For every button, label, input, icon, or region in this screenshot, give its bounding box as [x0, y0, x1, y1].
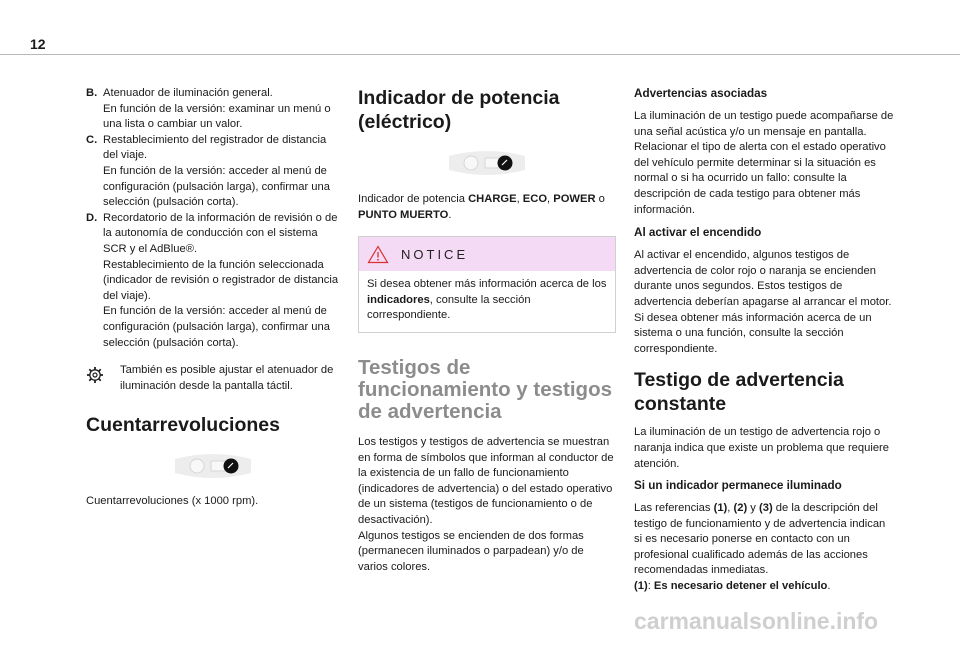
list-item-c	[86, 133, 340, 211]
constant-warning-text: La iluminación de un testigo de advertencia rojo o naranja indica que existe un problema que requiere atención.	[634, 426, 889, 470]
item-label: C.	[86, 133, 98, 146]
instrument-panel-icon	[86, 451, 340, 481]
references-text: Las referencias (1), (2) y (3) de la descripción del testigo de funcionamiento y de advertencia indican si es necesario ponerse en contacto con un profesional cualificado además de las acciones recomendadas inmediatas. (1): Es necesario detener el vehículo.	[634, 502, 886, 593]
associated-warnings-heading: Advertencias asociadas	[634, 87, 768, 100]
item-text: Recordatorio de la información de revisión o de la autonomía de conducción con el sistema SCR y el AdBlue®. Restablecimiento de la función seleccionada (indicador de revisión o registrador de distancia del viaje). En función de la versión: acceder al menú de configuración (pulsación larga), confirmar una selección (pulsación corta).	[103, 211, 339, 349]
item-text: Restablecimiento del registrador de distancia del viaje. En función de la versión: acceder al menú de configuración (pulsación larga), confirmar una selección (pulsación corta).	[103, 133, 330, 209]
constant-warning-heading: Testigo de advertencia constante	[634, 369, 844, 416]
tachometer-text: Cuentarrevoluciones (x 1000 rpm).	[86, 495, 259, 508]
gear-tip-icon	[86, 363, 120, 394]
warning-triangle-icon	[367, 245, 389, 264]
middle-column	[358, 86, 616, 575]
tachometer-heading: Cuentarrevoluciones	[86, 414, 280, 437]
list-item-d	[86, 211, 340, 351]
warning-lights-heading: Testigos de funcionamiento y testigos de advertencia	[358, 355, 612, 423]
notice-header	[359, 237, 615, 271]
power-indicator-heading: Indicador de potencia (eléctrico)	[358, 87, 560, 133]
indicator-remains-heading: Si un indicador permanece iluminado	[634, 479, 842, 493]
list-item-b	[86, 86, 340, 133]
item-label: D.	[86, 211, 98, 224]
watermark: carmanualsonline.info	[634, 608, 879, 634]
warning-lights-text: Los testigos y testigos de advertencia se muestran en forma de símbolos que informan al conductor de la existencia de un fallo de funcionamiento (indicadores de advertencia) o del estado operativo de un sistema (testigos de funcionamiento o de desactivación). Algunos testigos se encienden de dos formas (permanecen iluminados o parpadean) y/o de varios colores.	[358, 435, 614, 573]
power-indicator-text: Indicador de potencia CHARGE, ECO, POWER o PUNTO MUERTO.	[358, 193, 605, 221]
page-number: 12	[30, 36, 46, 52]
left-column	[86, 86, 340, 510]
item-text: Atenuador de iluminación general. En función de la versión: examinar un menú o una lista o cambiar un valor.	[103, 87, 331, 131]
tip-box	[86, 363, 340, 394]
ignition-text: Al activar el encendido, algunos testigos de advertencia de color rojo o naranja se encienden durante unos segundos. Estos testigos de advertencia deberían apagarse al arrancar el motor. Si desea obtener más información acerca de un sistema o una función, consulte la sección correspondiente.	[634, 249, 892, 355]
associated-warnings-text: La iluminación de un testigo puede acompañarse de una señal acústica y/o un mensaje en pantalla. Relacionar el tipo de alerta con el estado operativo del vehículo permite determinar si la situación es normal o si ha ocurrido un fallo: consulte la descripción de cada testigo para obtener más información.	[634, 110, 894, 216]
notice-title: NOTICE	[401, 246, 469, 262]
right-column	[634, 86, 896, 595]
item-label: B.	[86, 87, 98, 99]
header-divider	[0, 54, 960, 55]
instrument-panel-icon	[358, 148, 616, 178]
ignition-heading: Al activar el encendido	[634, 226, 762, 240]
notice-box	[358, 236, 616, 333]
notice-text: Si desea obtener más información acerca de los indicadores, consulte la sección correspondiente.	[367, 278, 607, 322]
tip-text: También es posible ajustar el atenuador de iluminación desde la pantalla táctil.	[120, 364, 334, 392]
